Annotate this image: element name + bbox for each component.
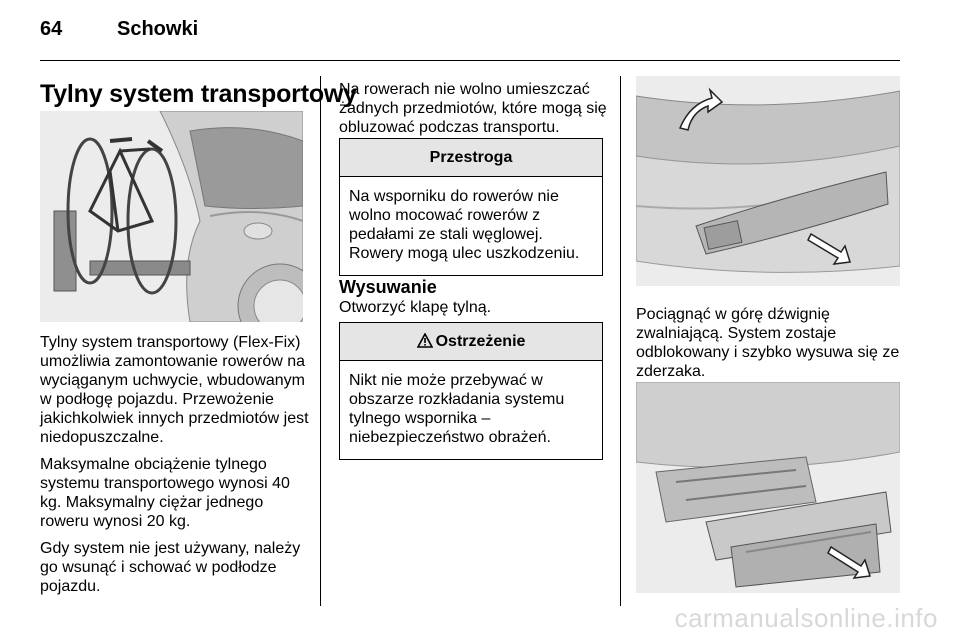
page-number: 64 xyxy=(40,18,63,40)
page-header xyxy=(40,18,198,41)
warning-triangle-icon xyxy=(417,325,433,362)
warning-title: Ostrzeżenie xyxy=(435,333,526,350)
warning-text: Nikt nie może przebywać w obszarze rozkładania systemu tylnego wspornika – niebezpieczeństwo obrażeń. xyxy=(349,372,565,446)
load-paragraph: Maksymalne obciążenie tylnego systemu transportowego wynosi 40 kg. Maksymalny ciężar jednego roweru wynosi 20 kg. xyxy=(40,456,290,530)
column-divider-1 xyxy=(320,76,321,606)
instruction-text: Otworzyć klapę tylną. xyxy=(339,299,492,316)
extended-carrier-illustration xyxy=(636,382,900,593)
page-title: Tylny system transportowy xyxy=(40,80,357,108)
column-divider-2 xyxy=(620,76,621,606)
right-text xyxy=(636,305,904,389)
caution-box xyxy=(339,138,603,276)
caution-text: Na wsporniku do rowerów nie wolno mocować rowerów z pedałami ze stali węglowej. Rowery mogą ulec uszkodzeniu. xyxy=(349,188,580,262)
warning-box xyxy=(339,322,603,460)
bumper-lever-illustration xyxy=(636,76,900,286)
bike-carrier-illustration xyxy=(40,111,303,322)
storage-paragraph: Gdy system nie jest używany, należy go wsunąć i schować w podłodze pojazdu. xyxy=(40,540,301,595)
intro-text: Na rowerach nie wolno umieszczać żadnych przedmiotów, które mogą się obluzować podczas transportu. xyxy=(339,81,607,136)
warning-header xyxy=(340,323,602,361)
middle-intro xyxy=(339,80,607,145)
left-text-column xyxy=(40,333,310,604)
intro-paragraph: Tylny system transportowy (Flex-Fix) umożliwia zamontowanie rowerów na wyciąganym uchwycie, wbudowanym w podłogę pojazdu. Przewożenie jakichkolwiek innych przedmiotów jest niedopuszczalne. xyxy=(40,334,309,446)
watermark-footer: carmanualsonline.info xyxy=(674,603,938,633)
section-title: Schowki xyxy=(117,18,199,40)
header-rule xyxy=(40,60,900,61)
section-subheading: Wysuwanie xyxy=(339,277,437,297)
caution-title: Przestroga xyxy=(340,139,602,177)
extend-section xyxy=(339,262,607,325)
release-instruction: Pociągnąć w górę dźwignię zwalniającą. System zostaje odblokowany i szybko wysuwa się ze zderzaka. xyxy=(636,306,900,380)
